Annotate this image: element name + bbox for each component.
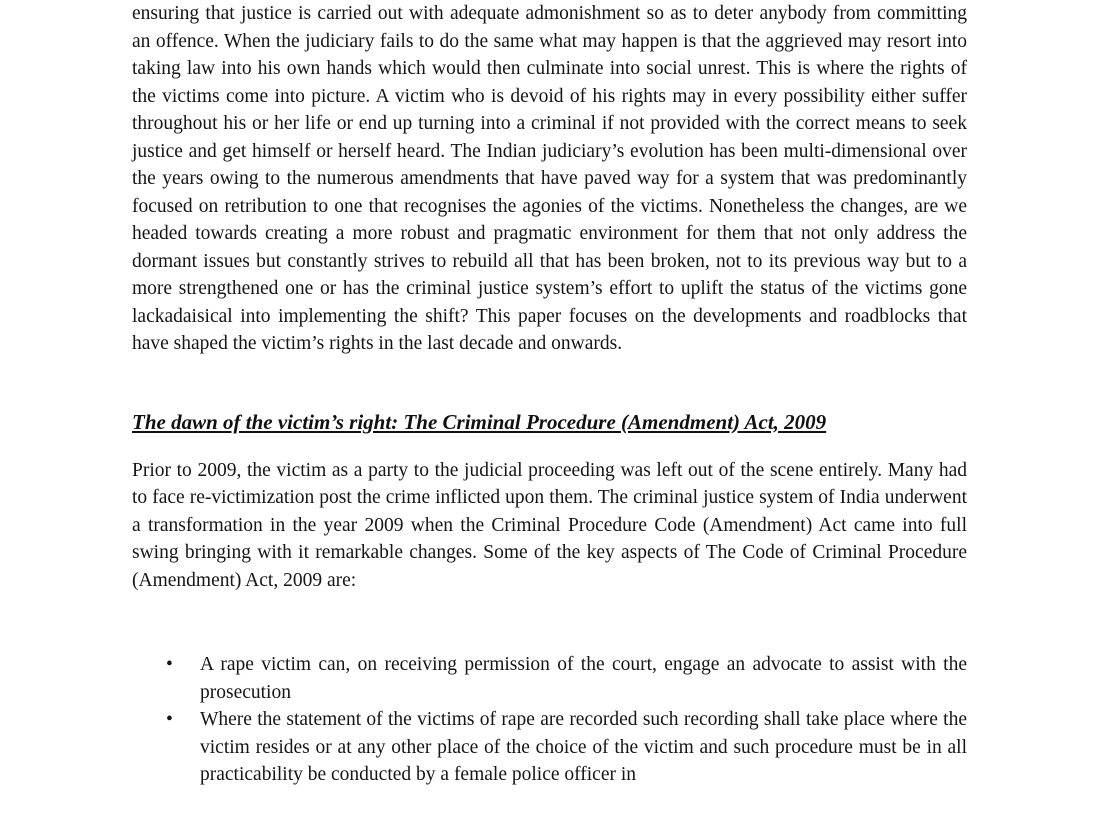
bullet-text: A rape victim can, on receiving permission of the court, engage an advocate to assist with the prosecution	[200, 654, 967, 703]
intro-paragraph: ensuring that justice is carried out with adequate admonishment so as to deter anybody from committing an offence. When the judiciary fails to do the same what may happen is that the aggrieved may resort into taking law into his own hands which would then culminate into social unrest. This is where the rights of the victims come into picture. A victim who is devoid of his rights may in every possibility either suffer throughout his or her life or end up turning into a criminal if not provided with the correct means to seek justice and get himself or herself heard. The Indian judiciary’s evolution has been multi-dimensional over the years owing to the numerous amendments that have paved way for a system that was predominantly focused on retribution to one that recognises the agonies of the victims. Nonetheless the changes, are we headed towards creating a more robust and pragmatic environment for them that not only address the dormant issues but constantly strives to rebuild all that has been broken, not to its previous way but to a more strengthened one or has the criminal justice system’s effort to uplift the status of the victims gone lackadaisical into implementing the shift? This paper focuses on the developments and roadblocks that have shaped the victim’s rights in the last decade and onwards.	[132, 3, 967, 354]
section-paragraph: Prior to 2009, the victim as a party to the judicial proceeding was left out of the scene entirely. Many had to face re-victimization post the crime inflicted upon them. The criminal justice system of India underwent a transformation in the year 2009 when the Criminal Procedure Code (Amendment) Act came into full swing bringing with it remarkable changes. Some of the key aspects of The Code of Criminal Procedure (Amendment) Act, 2009 are:	[132, 459, 967, 591]
bullet-list	[132, 651, 967, 789]
bullet-text: Where the statement of the victims of rape are recorded such recording shall take place where the victim resides or at any other place of the choice of the victim and such procedure must be in all practicability be conducted by a female police officer in	[200, 709, 967, 785]
bullet-item	[132, 651, 967, 706]
bullet-icon: •	[166, 654, 173, 675]
section-heading: The dawn of the victim’s right: The Criminal Procedure (Amendment) Act, 2009	[132, 409, 827, 434]
bullet-item	[132, 706, 967, 789]
bullet-icon: •	[166, 709, 173, 730]
